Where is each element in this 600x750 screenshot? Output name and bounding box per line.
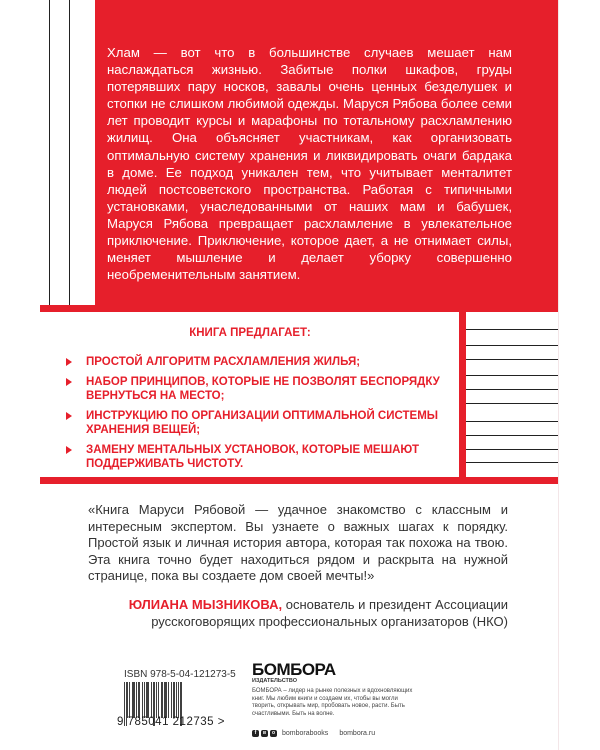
barcode-bar bbox=[134, 682, 135, 718]
barcode-bar bbox=[151, 682, 152, 718]
red-divider bbox=[40, 477, 558, 484]
barcode-bar bbox=[142, 682, 143, 718]
list-item-text: ЗАМЕНУ МЕНТАЛЬНЫХ УСТАНОВОК, КОТОРЫЕ МЕШАЮТ ПОДДЕРЖИВАТЬ ЧИСТОТУ. bbox=[86, 444, 420, 470]
cover-edge bbox=[558, 0, 559, 750]
decorative-line bbox=[49, 0, 50, 305]
list-item bbox=[66, 355, 446, 369]
barcode-bar bbox=[127, 682, 128, 718]
decorative-line bbox=[69, 0, 70, 305]
intro-text bbox=[107, 44, 512, 283]
barcode-bar bbox=[174, 682, 175, 718]
notebook-line bbox=[466, 462, 558, 463]
quote-author: ЮЛИАНА МЫЗНИКОВА, bbox=[128, 597, 283, 612]
barcode-bar bbox=[148, 682, 149, 718]
publisher-description: БОМБОРА – лидер на рынке полезных и вдохновляющих книг. Мы любим книги и создаем их, чтобы вы могли творить, открывать мир, пробовать новое, расти. Быть счастливыми. Быть на волне. bbox=[252, 688, 413, 717]
barcode-bar bbox=[166, 682, 167, 718]
barcode-bar bbox=[129, 682, 130, 718]
website-link[interactable]: bombora.ru bbox=[339, 730, 376, 737]
notebook-line bbox=[466, 329, 558, 330]
facebook-icon[interactable]: f bbox=[252, 730, 259, 737]
notebook-line bbox=[466, 345, 558, 346]
barcode-digits: 9 785041 212735 > bbox=[117, 716, 225, 728]
barcode-bar bbox=[132, 682, 133, 718]
red-divider bbox=[40, 305, 558, 312]
barcode-bar bbox=[176, 682, 177, 718]
list-item-text: НАБОР ПРИНЦИПОВ, КОТОРЫЕ НЕ ПОЗВОЛЯТ БЕСПОРЯДКУ ВЕРНУТЬСЯ НА МЕСТО; bbox=[86, 376, 440, 402]
list-item-text: ИНСТРУКЦИЮ ПО ОРГАНИЗАЦИИ ОПТИМАЛЬНОЙ СИСТЕМЫ ХРАНЕНИЯ ВЕЩЕЙ; bbox=[86, 410, 439, 436]
quote-author-role: основатель и президент Ассоциации русскоговорящих профессиональных организаторов (НКО) bbox=[151, 597, 508, 629]
testimonial-attribution bbox=[80, 596, 508, 630]
barcode-bar bbox=[162, 682, 163, 718]
barcode-bar bbox=[165, 682, 166, 718]
red-vertical-bar bbox=[459, 312, 466, 483]
publisher-logo: БОМБОРА bbox=[252, 660, 336, 679]
bullet-triangle-icon bbox=[66, 412, 72, 420]
notebook-line bbox=[466, 403, 558, 404]
notebook-line bbox=[466, 435, 558, 436]
list-item-text: ПРОСТОЙ АЛГОРИТМ РАСХЛАМЛЕНИЯ ЖИЛЬЯ; bbox=[86, 356, 361, 368]
bullet-triangle-icon bbox=[66, 378, 72, 386]
vk-icon[interactable]: в bbox=[262, 730, 267, 736]
barcode-bar bbox=[178, 682, 179, 718]
barcode-bar bbox=[158, 682, 159, 718]
barcode-bar bbox=[156, 682, 157, 718]
barcode-bar bbox=[136, 682, 137, 718]
notebook-line bbox=[466, 449, 558, 450]
barcode-bar bbox=[164, 682, 165, 718]
intro-paragraph: Хлам — вот что в большинстве случаев мешает нам наслаждаться жизнью. Забитые полки шкафов, груды потерявших пару носков, завалы очень ценных безделушек и стопки не слишком любимой одежды. Маруся Рябова более семи лет проводит курсы и марафоны по тотальному расхламлению жилищ. Она объясняет участникам, как организовать оптимальную систему хранения и ликвидировать очаги бардака в доме. Ее подход уникален тем, что учитывает менталитет людей постсоветского пространства. Работая с типичными установками, унаследованными от наших мам и бабушек, Маруся Рябова превращает расхламление в увлекательное приключение. Приключение, которое дает, а не отнимает силы, меняет мышление и делает уборку совершенно необременительным занятием. bbox=[107, 45, 512, 283]
bullet-triangle-icon bbox=[66, 446, 72, 454]
barcode-bar bbox=[171, 682, 172, 718]
testimonial-quote: «Книга Маруси Рябовой — удачное знакомство с классным и интересным экспертом. Вы узнаете о важных шагах к порядку. Простой язык и личная история автора, которая так похожа на твою. Эта книга точно будет находиться рядом и раскрыта на нужной странице, пока вы создаете дом своей мечты!» bbox=[88, 502, 508, 583]
social-handle[interactable]: bomborabooks bbox=[282, 730, 329, 737]
barcode-bar bbox=[173, 682, 174, 718]
offers-title: КНИГА ПРЕДЛАГАЕТ: bbox=[189, 327, 311, 339]
bullet-triangle-icon bbox=[66, 358, 72, 366]
list-item bbox=[66, 443, 446, 471]
instagram-icon[interactable]: o bbox=[271, 730, 276, 736]
barcode-bar bbox=[144, 682, 145, 718]
social-links bbox=[252, 730, 375, 737]
isbn-label: ISBN 978-5-04-121273-5 bbox=[124, 669, 236, 680]
list-item bbox=[66, 375, 446, 403]
notebook-line bbox=[466, 359, 558, 360]
notebook-line bbox=[466, 421, 558, 422]
barcode-bar bbox=[161, 682, 162, 718]
list-item bbox=[66, 409, 446, 437]
notebook-line bbox=[466, 389, 558, 390]
offers-list bbox=[66, 355, 446, 477]
notebook-line bbox=[466, 375, 558, 376]
barcode-bar bbox=[138, 682, 139, 718]
publisher-subtitle: ИЗДАТЕЛЬСТВО bbox=[252, 678, 298, 684]
barcode-bar bbox=[139, 682, 140, 718]
barcode-bar bbox=[133, 682, 134, 718]
barcode-bar bbox=[168, 682, 169, 718]
barcode-bar bbox=[146, 682, 147, 718]
barcode-bar bbox=[147, 682, 148, 718]
